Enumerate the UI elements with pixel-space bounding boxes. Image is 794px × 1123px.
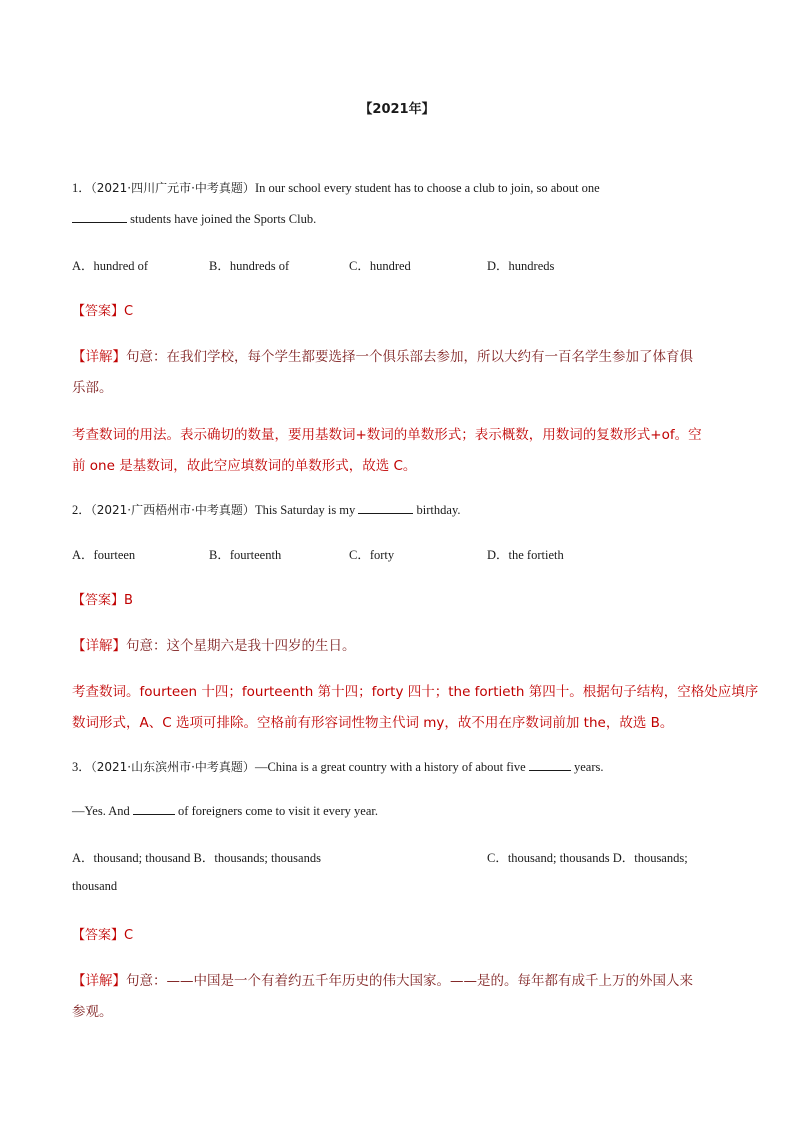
q1-analysis-line2: 前 one 是基数词，故此空应填数词的单数形式，故选 C。 [72,458,417,474]
q2-analysis-line1: 考查数词。fourteen 十四；fourteenth 第十四；forty 四十；the fortieth 第四十。根据句子结构，空格处应填序 [72,684,759,700]
q1-number: 1． [72,181,91,195]
q3-text1-after: years. [573,760,604,774]
q3-answer [72,924,133,943]
q1-text2: students have joined the Sports Club. [130,212,317,226]
q2-option-c: C．forty [349,548,395,562]
q3-text2-before: —Yes. And [72,804,130,818]
q2-blank [358,501,413,514]
q2-option-a: A．fourteen [72,548,136,562]
q3-detail-line1 [72,969,693,989]
q1-option-d: D．hundreds [487,259,555,273]
q1-answer-tag: 【答案】 [72,304,125,319]
q1-option-b: B．hundreds of [209,259,290,273]
q3-text2-after: of foreigners come to visit it every year. [178,804,378,818]
q3-blank-2 [133,802,175,815]
q3-stem-line2 [72,802,378,819]
q1-option-c: C．hundred [349,259,411,273]
year-heading: 【2021年】 [359,102,435,117]
q2-answer-tag: 【答案】 [72,593,125,608]
q2-detail-line1 [72,634,356,654]
q1-source: （2021·四川广元市·中考真题） [90,181,255,195]
q3-detail1: 句意：——中国是一个有着约五千年历史的伟大国家。——是的。每年都有成千上万的外国人来 [126,973,693,989]
q1-answer-value: C [124,304,134,319]
q2-option-d: D．the fortieth [487,548,564,562]
q1-analysis-line1: 考查数词的用法。表示确切的数量，要用基数词+数词的单数形式；表示概数，用数词的复数形式+of。空 [72,427,702,443]
q3-source: （2021·山东滨州市·中考真题） [90,760,255,774]
q3-blank-1 [529,758,571,771]
q1-stem-line2 [72,210,316,227]
q3-detail-tag: 【详解】 [72,973,126,989]
q2-analysis-line2: 数词形式，A、C 选项可排除。空格前有形容词性物主代词 my，故不用在序数词前加 the，故选 B。 [72,715,674,731]
q2-detail-tag: 【详解】 [72,638,126,654]
q2-text-after: birthday. [416,503,461,517]
q3-text1-before: —China is a great country with a history of about five [254,760,526,774]
q2-text-before: This Saturday is my [254,503,356,517]
q3-detail-line2: 参观。 [72,1004,113,1020]
q1-answer [72,300,133,319]
q1-blank [72,210,127,223]
q1-text1: In our school every student has to choose a club to join, so about one [254,181,600,195]
q2-answer [72,589,133,608]
q2-number: 2． [72,503,91,517]
q1-detail1: 句意：在我们学校，每个学生都要选择一个俱乐部去参加，所以大约有一百名学生参加了体育俱 [126,349,693,365]
q1-option-a: A．hundred of [72,259,149,273]
q1-stem-line1 [72,178,600,196]
q2-option-b: B．fourteenth [209,548,282,562]
q3-number: 3． [72,760,91,774]
q2-stem [72,500,461,518]
q1-detail-line2: 乐部。 [72,380,113,396]
q1-detail-line1 [72,345,693,365]
q2-answer-value: B [124,593,133,608]
q2-detail1: 句意：这个星期六是我十四岁的生日。 [126,638,356,654]
q1-detail-tag: 【详解】 [72,349,126,365]
q2-source: （2021·广西梧州市·中考真题） [90,503,255,517]
q3-options-cd: C．thousand; thousands D．thousands; [487,851,688,865]
q3-options-wrap: thousand [72,879,118,893]
q3-answer-value: C [124,928,134,943]
q3-stem-line1 [72,757,603,775]
q3-options-ab: A．thousand; thousand B．thousands; thousands [72,851,321,865]
q3-answer-tag: 【答案】 [72,928,125,943]
